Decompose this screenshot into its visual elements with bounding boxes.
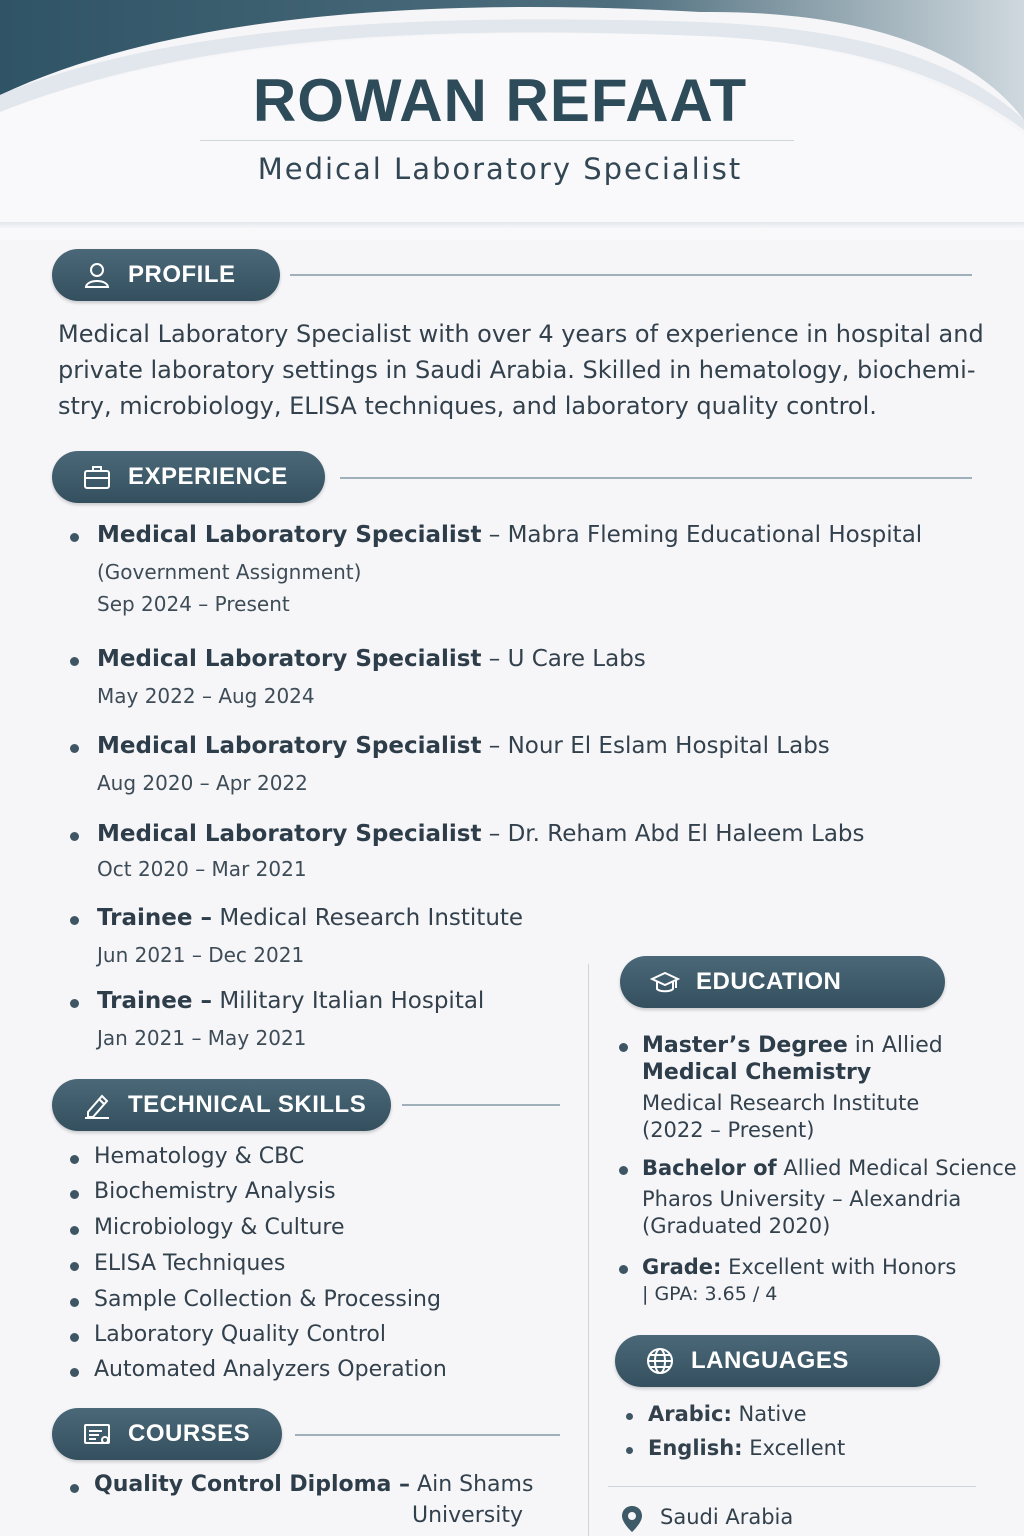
degree-institution: Pharos University – Alexandria [642,1187,962,1211]
globe-icon [645,1346,675,1376]
degree-institution: Medical Research Institute [642,1091,920,1115]
grade-label: Grade: [642,1255,722,1279]
bullet [626,1413,633,1420]
location-pin-icon [620,1504,644,1534]
course-org-line2: University [412,1503,523,1528]
degree-title: Master’s Degree [642,1033,848,1058]
bullet [70,832,79,841]
degree-field: in Allied [854,1033,943,1058]
skill-item: Microbiology & Culture [94,1215,345,1240]
bullet [619,1043,628,1052]
education-bachelor [642,1155,1022,1240]
skills-rule [402,1104,560,1106]
title-divider [200,140,794,141]
bullet [626,1447,633,1454]
bullet [619,1166,628,1175]
column-divider [588,964,589,1536]
certificate-icon [82,1419,112,1449]
bullet [619,1265,628,1274]
bullet [70,1484,79,1493]
job-note: (Government Assignment) [97,560,362,584]
job-org: – Nour El Eslam Hospital Labs [488,733,830,759]
skill-item: Laboratory Quality Control [94,1322,386,1347]
skill-item: Biochemistry Analysis [94,1179,336,1204]
job-title: Medical Laboratory Specialist [257,152,743,186]
skills-heading: TECHNICAL SKILLS [128,1091,367,1118]
bullet [70,999,79,1008]
job-entry [97,988,484,1050]
languages-heading: LANGUAGES [691,1347,849,1374]
grade-value: Excellent with Honors [728,1255,957,1279]
skill-item: Automated Analyzers Operation [94,1357,447,1382]
language-level: Native [738,1402,807,1426]
language-item [648,1402,807,1426]
job-role: Medical Laboratory Specialist [97,522,482,548]
job-entry [97,905,523,967]
experience-rule [340,477,972,479]
bullet [70,1368,79,1377]
section-header-courses [52,1408,282,1460]
experience-heading: EXPERIENCE [128,463,288,490]
language-level: Excellent [749,1436,846,1460]
job-dates: Jun 2021 – Dec 2021 [97,943,305,967]
section-header-languages [615,1335,940,1387]
skill-item: Hematology & CBC [94,1144,305,1169]
bullet [70,916,79,925]
course-org: Ain Shams [417,1472,534,1497]
job-role: Trainee – [97,905,212,931]
job-dates: May 2022 – Aug 2024 [97,684,315,708]
bullet [70,1262,79,1271]
briefcase-icon [82,462,112,492]
language-item [648,1436,845,1460]
job-org: – Mabra Fleming Educational Hospital [488,522,923,548]
bullet [70,657,79,666]
location-divider [608,1486,976,1487]
job-role: Medical Laboratory Specialist [97,821,482,847]
bullet [70,1333,79,1342]
education-masters [642,1032,1002,1144]
graduation-cap-icon [650,967,680,997]
job-entry [97,821,865,881]
section-header-education [620,956,945,1008]
candidate-name: ROWAN REFAAT [252,67,748,134]
location-text: Saudi Arabia [660,1505,794,1529]
job-role: Medical Laboratory Specialist [97,646,482,672]
profile-heading: PROFILE [128,261,236,288]
language-name: Arabic: [648,1402,732,1426]
bullet [70,1190,79,1199]
header-shadow [0,222,1024,228]
degree-dates: (2022 – Present) [642,1118,815,1142]
degree-dates: (Graduated 2020) [642,1214,831,1238]
job-dates: Aug 2020 – Apr 2022 [97,771,308,795]
skill-item: ELISA Techniques [94,1251,286,1276]
section-header-skills [52,1079,391,1131]
job-dates: Oct 2020 – Mar 2021 [97,857,307,881]
bullet [70,744,79,753]
profile-text: Medical Laboratory Specialist with over 4 years of experience in hospital and private laboratory settings in Saudi Arabia. Skilled in hematology, biochemi- stry, microbiology, ELISA techniques, and laboratory quality control. [58,320,984,420]
job-dates: Sep 2024 – Present [97,592,290,616]
degree-field-line2: Medical Chemistry [642,1060,872,1085]
bullet [70,1298,79,1307]
job-entry [97,733,830,795]
job-org: Medical Research Institute [219,905,524,931]
courses-heading: COURSES [128,1420,251,1447]
job-org: – Dr. Reham Abd El Haleem Labs [488,821,865,847]
bullet [70,1226,79,1235]
degree-title: Bachelor of [642,1156,777,1180]
section-header-experience [52,451,325,503]
job-dates: Jan 2021 – May 2021 [97,1026,307,1050]
degree-field: Allied Medical Science [783,1156,1017,1180]
job-role: Medical Laboratory Specialist [97,733,482,759]
skill-item: Sample Collection & Processing [94,1287,441,1312]
job-role: Trainee – [97,988,212,1014]
job-entry [97,522,922,616]
job-org: Military Italian Hospital [219,988,485,1014]
user-icon [82,260,112,290]
section-header-profile [52,249,280,301]
gpa-value: | GPA: 3.65 / 4 [642,1283,778,1305]
bullet [70,1155,79,1164]
course-name: Quality Control Diploma – [94,1472,411,1497]
courses-rule [295,1434,560,1436]
education-heading: EDUCATION [696,968,842,995]
bullet [70,533,79,542]
profile-rule [290,274,972,276]
course-item [94,1472,533,1497]
pen-icon [82,1090,112,1120]
education-grade [642,1254,1002,1308]
language-name: English: [648,1436,743,1460]
job-entry [97,646,646,708]
job-org: – U Care Labs [488,646,646,672]
